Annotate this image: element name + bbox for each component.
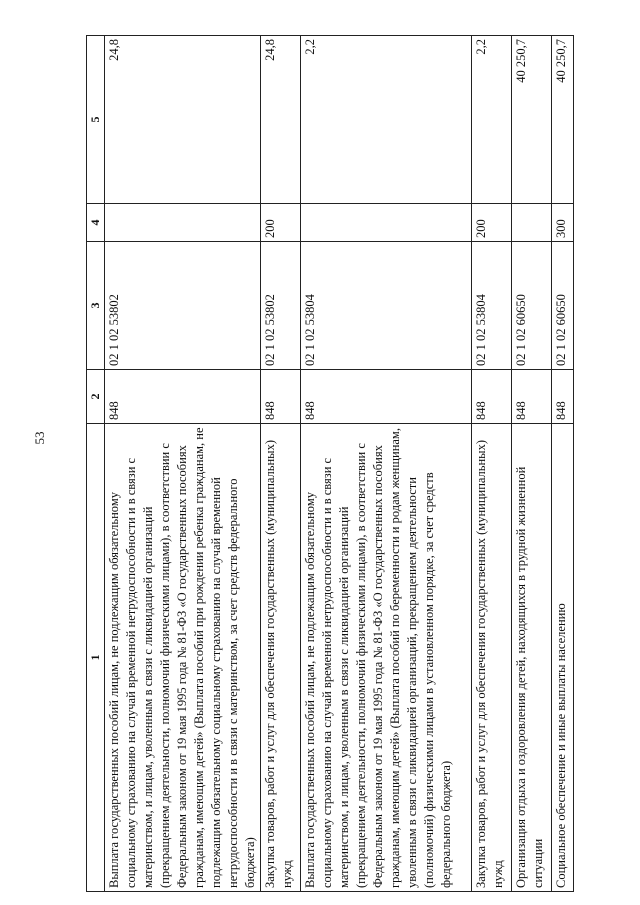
row-article: 02 1 02 53802 (261, 242, 301, 370)
header-row (87, 36, 105, 892)
row-code: 848 (512, 370, 552, 424)
row-code: 848 (552, 370, 574, 424)
table-row (105, 36, 261, 892)
row-amount: 24,8 (261, 36, 301, 204)
row-amount: 2,2 (301, 36, 472, 204)
header-col-5: 5 (87, 36, 105, 204)
row-name: Закупка товаров, работ и услуг для обеспечения государственных (муниципальных) нужд (261, 424, 301, 892)
row-code: 848 (472, 370, 512, 424)
row-type: 200 (261, 204, 301, 242)
row-name: Выплата государственных пособий лицам, не подлежащим обязательному социальному страхованию на случай временной нетрудоспособности и в связи с материнством, и лицам, уволенным в связи с ликвидацией организаций (прекращением деятельности, полномочий физическими лицами), в соответствии с Федеральным законом от 19 мая 1995 года № 81-ФЗ «О государственных пособиях гражданам, имеющим детей» (Выплата пособий по беременности и родам женщинам, уволенным в связи с ликвидацией организаций, прекращением деятельности (полномочий) физическими лицами в установленном порядке, за счет средств федерального бюджета) (301, 424, 472, 892)
row-article: 02 1 02 53804 (472, 242, 512, 370)
budget-table (86, 35, 574, 892)
row-amount: 40 250,7 (552, 36, 574, 204)
page-number: 53 (32, 431, 47, 445)
header-col-4: 4 (87, 204, 105, 242)
table-row (552, 36, 574, 892)
row-type (301, 204, 472, 242)
row-name: Закупка товаров, работ и услуг для обеспечения государственных (муниципальных) нужд (472, 424, 512, 892)
row-code: 848 (261, 370, 301, 424)
row-amount: 40 250,7 (512, 36, 552, 204)
row-type: 300 (552, 204, 574, 242)
row-name: Социальное обеспечение и иные выплаты населению (552, 424, 574, 892)
row-amount: 24,8 (105, 36, 261, 204)
row-amount: 2,2 (472, 36, 512, 204)
table-row (472, 36, 512, 892)
header-col-3: 3 (87, 242, 105, 370)
row-article: 02 1 02 53804 (301, 242, 472, 370)
row-type (512, 204, 552, 242)
row-code: 848 (105, 370, 261, 424)
row-name: Выплата государственных пособий лицам, не подлежащим обязательному социальному страхованию на случай временной нетрудоспособности и в связи с материнством, и лицам, уволенным в связи с ликвидацией организаций (прекращением деятельности, полномочий физическими лицами), в соответствии с Федеральным законом от 19 мая 1995 года № 81-ФЗ «О государственных пособиях гражданам, имеющим детей» (Выплата пособий при рождении ребенка гражданам, не подлежащим обязательному социальному страхованию на случай временной нетрудоспособности и в связи с материнством, за счет средств федерального бюджета) (105, 424, 261, 892)
table-row (512, 36, 552, 892)
row-article: 02 1 02 53802 (105, 242, 261, 370)
header-col-1: 1 (87, 424, 105, 892)
header-col-2: 2 (87, 370, 105, 424)
table-row (261, 36, 301, 892)
row-type (105, 204, 261, 242)
row-code: 848 (301, 370, 472, 424)
table-row (301, 36, 472, 892)
row-name: Организация отдыха и оздоровления детей, находящихся в трудной жизненной ситуации (512, 424, 552, 892)
rotated-table-container (86, 36, 571, 892)
row-article: 02 1 02 60650 (552, 242, 574, 370)
row-type: 200 (472, 204, 512, 242)
row-article: 02 1 02 60650 (512, 242, 552, 370)
